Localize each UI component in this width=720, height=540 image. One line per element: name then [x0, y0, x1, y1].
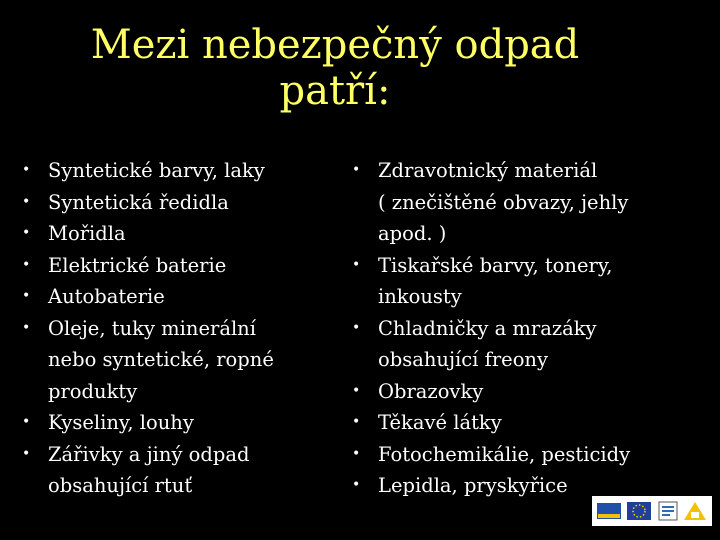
list-item-text: Kyseliny, louhy: [48, 411, 194, 434]
esf-logo-icon: [596, 500, 622, 522]
list-item-text: Chladničky a mrazáky: [378, 316, 597, 340]
list-item: [22, 250, 322, 282]
list-item-text: Syntetická ředidla: [48, 190, 229, 214]
list-item: [352, 376, 697, 408]
list-item: [352, 313, 697, 376]
bullet-icon: •: [352, 382, 361, 399]
bullet-icon: •: [352, 414, 361, 430]
list-item: [352, 250, 697, 313]
list-item-text: Zářivky a jiný odpad: [48, 442, 250, 466]
slide-title-line1: Mezi nebezpečný odpad: [90, 22, 580, 68]
program-logo-icon: [682, 500, 708, 522]
bullet-icon: •: [22, 225, 31, 241]
list-item: [22, 439, 322, 502]
list-item-text: Autobaterie: [48, 285, 165, 308]
footer-logos: [592, 496, 712, 526]
bullet-icon: •: [22, 288, 31, 304]
bullet-icon: •: [352, 319, 361, 336]
list-item-text-cont: produkty: [48, 379, 138, 403]
list-item-text-cont: obsahující freony: [378, 348, 549, 371]
bullet-icon: •: [22, 319, 31, 336]
bullet-icon: •: [352, 445, 361, 462]
slide-title: [40, 22, 630, 114]
list-item: [22, 187, 322, 219]
list-item-text: Lepidla, pryskyřice: [378, 474, 568, 497]
list-item-text: Tiskařské barvy, tonery,: [378, 253, 613, 277]
list-item: [22, 407, 322, 439]
eu-flag-icon: [625, 500, 653, 522]
right-bullet-list: [352, 155, 697, 502]
bullet-icon: •: [22, 445, 31, 462]
list-item-text-cont: inkousty: [378, 285, 462, 308]
list-item-text: Elektrické baterie: [48, 253, 227, 277]
list-item: [22, 155, 322, 187]
bullet-icon: •: [22, 256, 31, 273]
bullet-icon: •: [22, 162, 31, 178]
list-item-text: Oleje, tuky minerální: [48, 316, 256, 340]
list-item-text: Zdravotnický materiál: [378, 159, 598, 182]
list-item-text-cont: ( znečištěné obvazy, jehly: [378, 190, 629, 214]
bullet-icon: •: [352, 477, 361, 493]
list-item-text: Syntetické barvy, laky: [48, 159, 265, 182]
bullet-icon: •: [22, 414, 31, 430]
list-item: [352, 407, 697, 439]
list-item: [22, 281, 322, 313]
list-item-text: Mořidla: [48, 222, 126, 245]
list-item-text: Fotochemikálie, pesticidy: [378, 442, 631, 466]
bullet-icon: •: [352, 256, 361, 273]
msmt-logo-icon: [657, 500, 679, 522]
left-bullet-list: [22, 155, 322, 502]
list-item-text-cont: apod. ): [378, 222, 447, 245]
list-item-text: Těkavé látky: [378, 411, 502, 434]
list-item: [352, 439, 697, 471]
list-item: [352, 155, 697, 250]
bullet-icon: •: [352, 162, 361, 178]
list-item-text-cont: nebo syntetické, ropné: [48, 348, 274, 371]
list-item: [22, 313, 322, 408]
slide-title-line2: patří:: [279, 68, 391, 114]
list-item-text-cont: obsahující rtuť: [48, 474, 193, 497]
bullet-icon: •: [22, 193, 31, 210]
list-item-text: Obrazovky: [378, 379, 484, 403]
list-item: [22, 218, 322, 250]
